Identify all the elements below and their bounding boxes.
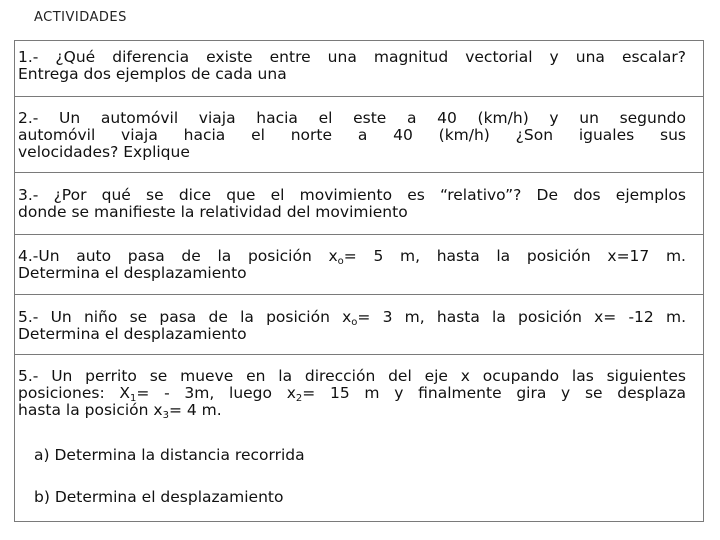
question-5-line-1: 5.- Un niño se pasa de la posición $x_o= 3$ m, hasta la posición x= -12 m. (18, 308, 686, 328)
question-6-part-a: a) Determina la distancia recorrida (34, 446, 305, 464)
question-5 (18, 309, 686, 343)
activities-title: ACTIVIDADES (34, 10, 127, 25)
question-3 (18, 187, 686, 221)
question-6-part-b: b) Determina el desplazamiento (34, 488, 284, 506)
question-2-line-1: 2.- Un automóvil viaja hacia el este a 40 (km/h) y un segundo (18, 109, 686, 127)
divider (14, 96, 704, 97)
question-3-line-2: donde se manifieste la relatividad del movimiento (18, 203, 408, 221)
divider (14, 172, 704, 173)
question-1-line-2: Entrega dos ejemplos de cada una (18, 65, 287, 83)
divider (14, 294, 704, 295)
divider (14, 354, 704, 355)
question-1-line-1: 1.- ¿Qué diferencia existe entre una magnitud vectorial y una escalar? (18, 48, 686, 66)
question-4-line-1: 4.-Un auto pasa de la posición $x_o= 5$ m, hasta la posición x=17 m. (18, 247, 686, 267)
question-6 (18, 368, 686, 419)
divider (14, 234, 704, 235)
question-1 (18, 49, 686, 83)
question-2 (18, 110, 686, 161)
question-4 (18, 248, 686, 282)
question-6-line-3: hasta la posición $x_3= 4$ m. (18, 401, 222, 421)
question-2-line-3: velocidades? Explique (18, 143, 190, 161)
question-2-line-2: automóvil viaja hacia el norte a 40 (km/h) ¿Son iguales sus (18, 126, 686, 144)
question-6-line-2: posiciones: $X_1= - 3m$, luego $x_2= 15$ m y finalmente gira y se desplaza (18, 384, 686, 404)
question-5-line-2: Determina el desplazamiento (18, 325, 247, 343)
question-3-line-1: 3.- ¿Por qué se dice que el movimiento es “relativo”? De dos ejemplos (18, 186, 686, 204)
question-4-line-2: Determina el desplazamiento (18, 264, 247, 282)
question-6-line-1: 5.- Un perrito se mueve en la dirección del eje x ocupando las siguientes (18, 367, 686, 385)
